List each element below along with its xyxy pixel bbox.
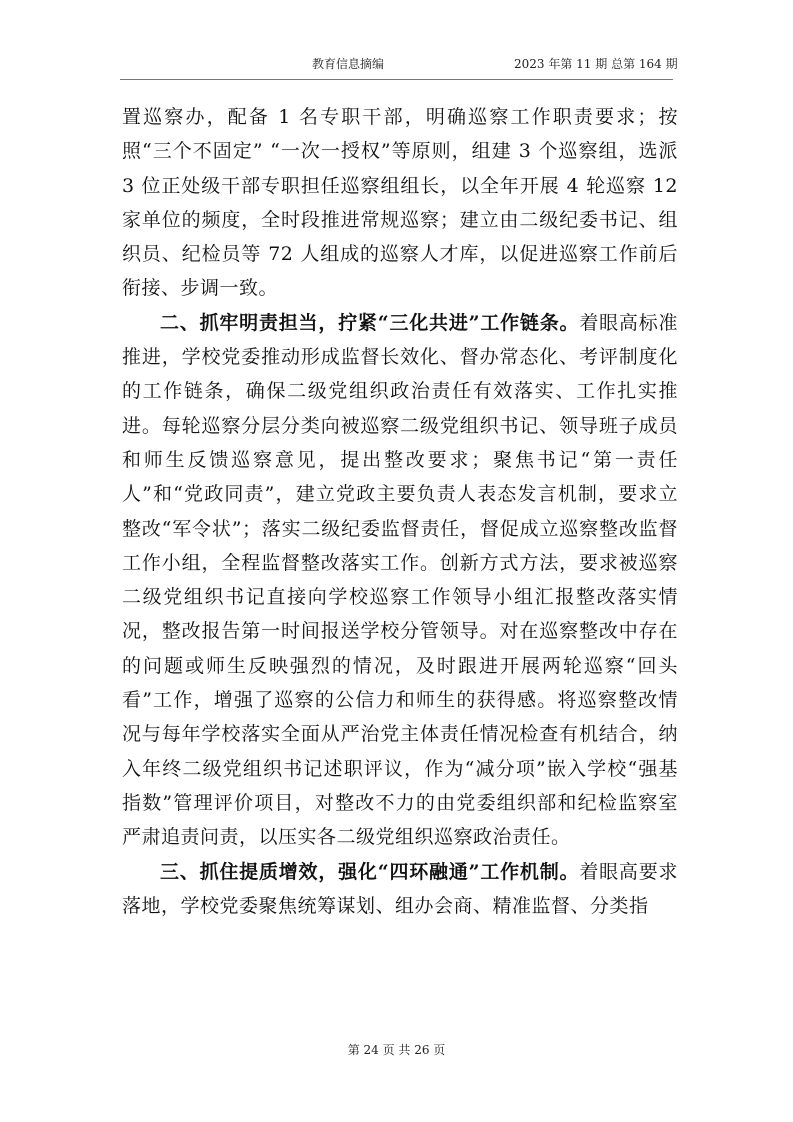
paragraph-section-two <box>122 306 678 855</box>
paragraph-text: 着眼高要求落地，学校党委聚焦统筹谋划、组办会商、精准监督、分类指 <box>122 860 678 917</box>
section-heading: 三、抓住提质增效，强化“四环融通”工作机制。 <box>160 860 580 883</box>
paragraph-continued <box>122 100 678 306</box>
publication-title: 教育信息摘编 <box>312 57 385 71</box>
page-number: 第 24 页 共 26 页 <box>347 1043 446 1057</box>
paragraph-text: 着眼高标准推进，学校党委推动形成监督长效化、督办常态化、考评制度化的工作链条，确保二级党组织政治责任有效落实、工作扎实推进。每轮巡察分层分类向被巡察二级党组织书记、领导班子成员和师生反馈巡察意见，提出整改要求；聚焦书记“第一责任人”和“党政同责”，建立党政主要负责人表态发言机制，要求立整改“军令状”；落实二级纪委监督责任，督促成立巡察整改监督工作小组，全程监督整改落实工作。创新方式方法，要求被巡察二级党组织书记直接向学校巡察工作领导小组汇报整改落实情况，整改报告第一时间报送学校分管领导。对在巡察整改中存在的问题或师生反映强烈的情况，及时跟进开展两轮巡察“回头看”工作，增强了巡察的公信力和师生的获得感。将巡察整改情况与每年学校落实全面从严治党主体责任情况检查有机结合，纳入年终二级党组织书记述职评议，作为“减分项”嵌入学校“强基指数”管理评价项目，对整改不力的由党委组织部和纪检监察室严肃追责问责，以压实各二级党组织巡察政治责任。 <box>122 311 678 849</box>
page-footer <box>0 1040 793 1060</box>
paragraph-text: 置巡察办，配备 1 名专职干部，明确巡察工作职责要求；按照“三个不固定” “一次一授权”等原则，组建 3 个巡察组，选派 3 位正处级干部专职担任巡察组组长，以全年开展 4 轮巡察 12 家单位的频度，全时段推进常规巡察；建立由二级纪委书记、组织员、纪检员等 72 人组成的巡察人才库，以促进巡察工作前后衔接、步调一致。 <box>122 106 678 300</box>
document-body <box>122 100 678 923</box>
page-header <box>0 54 793 74</box>
paragraph-section-three <box>122 855 678 924</box>
section-heading: 二、抓牢明责担当，拧紧“三化共进”工作链条。 <box>160 311 580 334</box>
issue-number: 2023 年第 11 期 总第 164 期 <box>514 57 678 71</box>
header-divider <box>120 79 673 80</box>
